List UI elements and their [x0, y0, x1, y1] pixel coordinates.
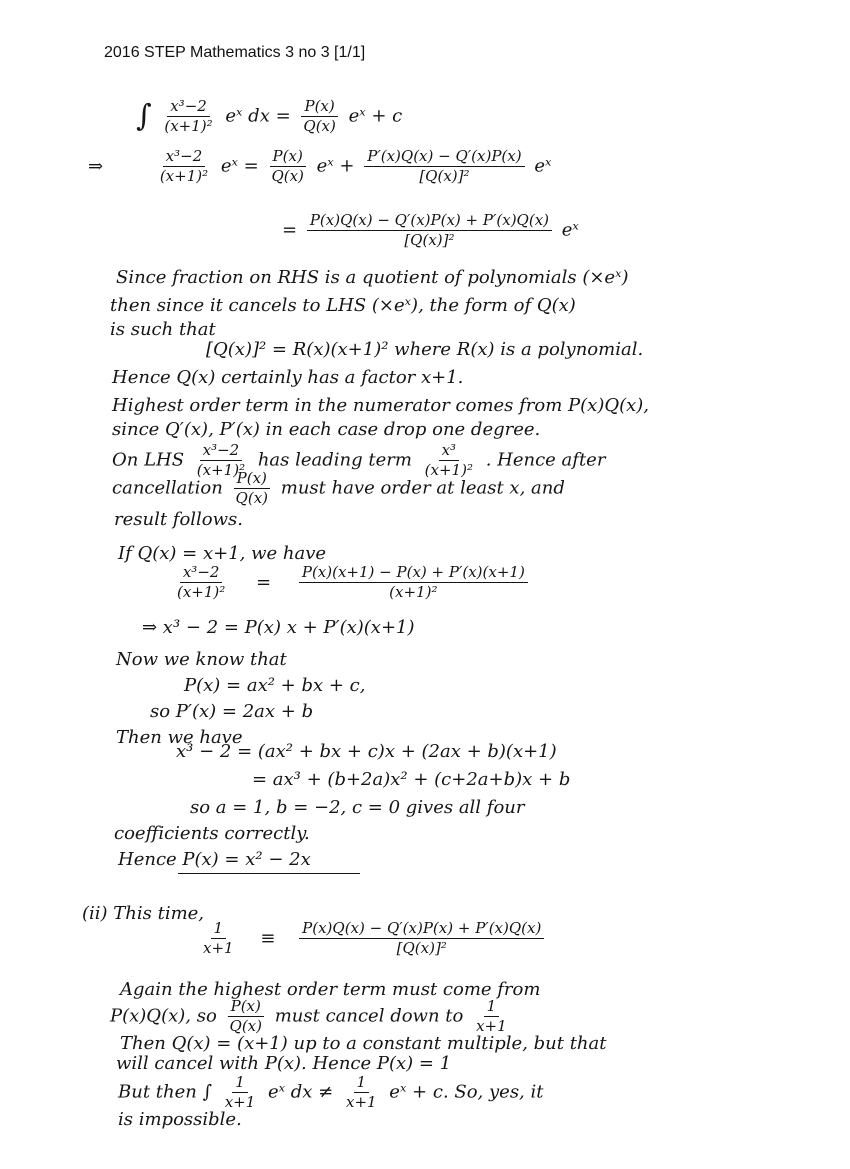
numerator: P(x)(x+1) − P(x) + P′(x)(x+1)	[299, 564, 528, 583]
numerator: 1	[211, 920, 227, 939]
denominator: x+1	[476, 1017, 507, 1035]
implies-arrow: ⇒	[88, 155, 104, 177]
fraction	[222, 1074, 259, 1111]
text-line: Then Q(x) = (x+1) up to a constant multiple, but that	[120, 1033, 607, 1054]
denominator: x+1	[345, 1093, 377, 1111]
equation-line: = ax³ + (b+2a)x² + (c+2a+b)x + b	[252, 769, 571, 790]
text-line: is impossible.	[118, 1109, 242, 1130]
denominator: (x+1)²	[196, 461, 246, 479]
numerator: P(x)	[270, 148, 306, 167]
fraction	[343, 1074, 380, 1111]
page-header: 2016 STEP Mathematics 3 no 3 [1/1]	[104, 44, 366, 61]
numerator: x³	[439, 442, 459, 461]
result-underline	[178, 873, 360, 874]
denominator: (x+1)²	[164, 117, 213, 135]
fraction	[227, 998, 265, 1035]
numerator: P(x)Q(x) − Q′(x)P(x) + P′(x)Q(x)	[299, 920, 544, 939]
equals-sign: =	[256, 571, 272, 593]
fraction	[299, 920, 544, 957]
text: . Hence after	[485, 449, 606, 471]
numerator: x³−2	[163, 148, 206, 167]
text-line: Hence Q(x) certainly has a factor x+1.	[112, 367, 464, 388]
denominator: [Q(x)]²	[396, 939, 447, 957]
equation-line	[196, 920, 548, 957]
result-line: Hence P(x) = x² − 2x	[118, 849, 311, 870]
numerator: 1	[354, 1074, 370, 1093]
text: P(x)Q(x), so	[110, 1005, 217, 1027]
expression: eˣ +	[316, 155, 355, 177]
combined-equation	[282, 212, 579, 249]
denominator: Q(x)	[303, 117, 336, 135]
text: eˣ + c. So, yes, it	[389, 1081, 544, 1103]
equation-line: ⇒ x³ − 2 = P(x) x + P′(x)(x+1)	[142, 617, 415, 638]
fraction	[307, 212, 552, 249]
text: has leading term	[257, 449, 412, 471]
fraction	[200, 920, 237, 957]
text-line: Now we know that	[116, 649, 287, 670]
text-line: so a = 1, b = −2, c = 0 gives all four	[190, 797, 525, 818]
expression: eˣ dx =	[225, 105, 291, 127]
numerator: x³−2	[167, 98, 210, 117]
integral-equation	[136, 98, 402, 135]
fraction	[364, 148, 524, 185]
numerator: P(x)Q(x) − Q′(x)P(x) + P′(x)Q(x)	[307, 212, 552, 231]
fraction	[233, 470, 271, 507]
fraction	[299, 564, 528, 601]
text-line: Again the highest order term must come from	[120, 979, 541, 1000]
expression: eˣ	[561, 219, 579, 241]
expression: eˣ + c	[348, 105, 403, 127]
fraction	[268, 148, 306, 185]
numerator: P(x)	[301, 98, 337, 117]
fraction	[157, 148, 211, 185]
text: must cancel down to	[274, 1005, 464, 1027]
part-ii-label: (ii) This time,	[82, 903, 205, 924]
denominator: Q(x)	[229, 1017, 262, 1035]
text-line: result follows.	[114, 509, 244, 530]
denominator: (x+1)²	[177, 583, 226, 601]
fraction	[161, 98, 215, 135]
equation-line	[170, 564, 532, 601]
fraction	[174, 564, 228, 601]
fraction	[300, 98, 338, 135]
integral-sign: ∫	[136, 98, 152, 134]
numerator: 1	[484, 998, 500, 1017]
denominator: (x+1)²	[424, 461, 473, 479]
text-line	[112, 470, 565, 507]
numerator: P′(x)Q(x) − Q′(x)P(x)	[364, 148, 524, 167]
text-line: If Q(x) = x+1, we have	[118, 543, 327, 564]
fraction	[473, 998, 510, 1035]
expression: eˣ =	[220, 155, 259, 177]
text-line	[110, 998, 514, 1035]
text-line: will cancel with P(x). Hence P(x) = 1	[116, 1053, 452, 1074]
text-line: Highest order term in the numerator comes from P(x)Q(x),	[112, 395, 650, 416]
denominator: (x+1)²	[389, 583, 438, 601]
expression: eˣ	[534, 155, 552, 177]
text-line: since Q′(x), P′(x) in each case drop one degree.	[112, 419, 541, 440]
text-line	[118, 1074, 544, 1111]
denominator: [Q(x)]²	[419, 167, 470, 185]
equation-line: x³ − 2 = (ax² + bx + c)x + (2ax + b)(x+1)	[176, 741, 557, 762]
numerator: 1	[232, 1074, 248, 1093]
numerator: x³−2	[200, 442, 243, 461]
text: cancellation	[112, 477, 223, 499]
text: must have order at least x, and	[280, 477, 565, 499]
numerator: P(x)	[228, 998, 264, 1017]
text-line: then since it cancels to LHS (×eˣ), the form of Q(x)	[110, 295, 576, 316]
denominator: x+1	[203, 939, 234, 957]
denominator: Q(x)	[235, 489, 269, 507]
text-line: Then we have	[116, 727, 243, 748]
text: On LHS	[112, 449, 185, 471]
numerator: P(x)	[234, 470, 270, 489]
equals-sign: =	[282, 219, 298, 241]
text-line: coefficients correctly.	[114, 823, 310, 844]
text: But then ∫	[118, 1081, 212, 1103]
derivative-equation	[88, 148, 551, 185]
text-line: Since fraction on RHS is a quotient of polynomials (×eˣ)	[116, 267, 629, 288]
text-line: is such that	[110, 319, 216, 340]
denominator: x+1	[224, 1093, 256, 1111]
identity-sign: ≡	[260, 927, 276, 949]
text: eˣ dx ≠	[268, 1081, 334, 1103]
equation-line: so P′(x) = 2ax + b	[150, 701, 314, 722]
equation-line: P(x) = ax² + bx + c,	[184, 675, 366, 696]
denominator: (x+1)²	[159, 167, 209, 185]
denominator: Q(x)	[271, 167, 304, 185]
text-line: [Q(x)]² = R(x)(x+1)² where R(x) is a polynomial.	[206, 339, 644, 360]
numerator: x³−2	[180, 564, 223, 583]
denominator: [Q(x)]²	[404, 231, 455, 249]
